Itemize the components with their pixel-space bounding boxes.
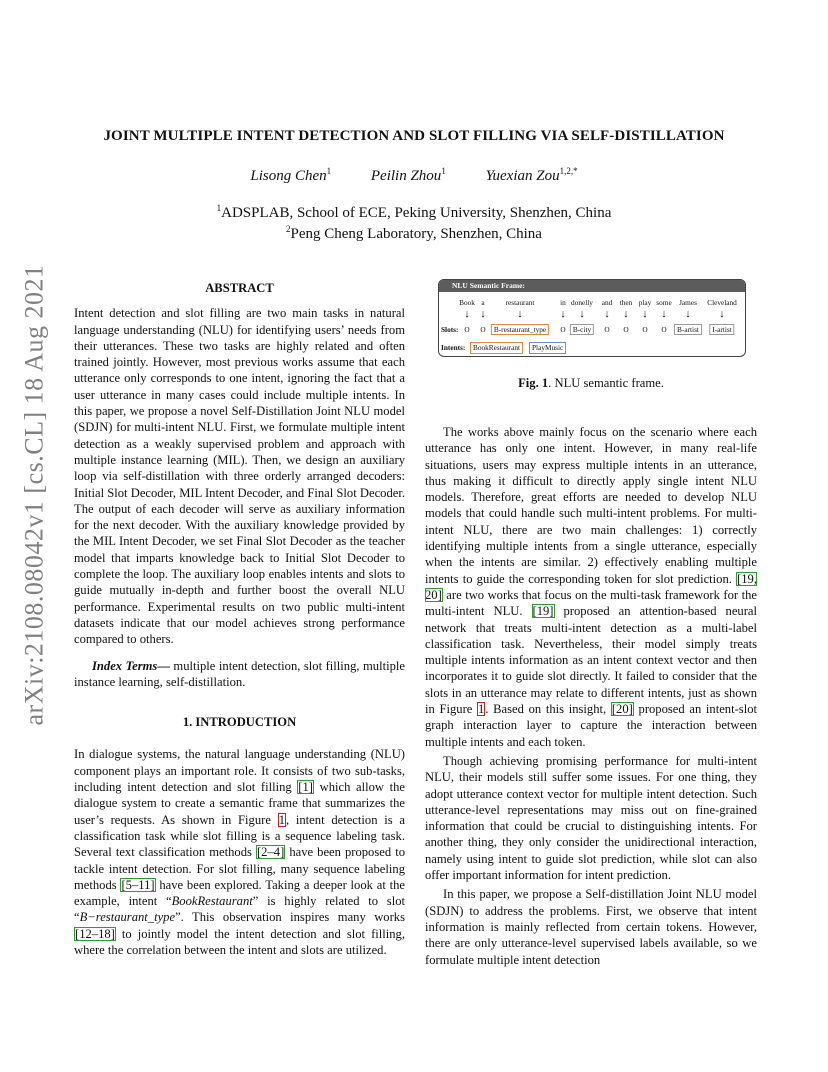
body-paragraph: In this paper, we propose a Self-distillation Joint NLU model (SDJN) to address the problems. First, we observe that intent information is mainly reflected from certain tokens. However, there are only utterance-level supervised labels available, so we formulate multiple intent detection <box>425 887 757 967</box>
intent-tag: BookRestaurant <box>470 342 523 354</box>
frame-word: restaurant <box>505 298 535 307</box>
arxiv-stamp <box>14 255 54 735</box>
slots-label: Slots: <box>441 325 459 334</box>
body-paragraph: Though achieving promising performance for multi-intent NLU, their models still suffer some issues. For one thing, they adopt utterance context vector for multiple intent detection. Such utterance-level representations may miss out on fine-grained information that could be crucial to distinguishing intents. For another thing, they only consider the unidirectional interaction, namely using intent to guide slot prediction, while slot can also offer important information for intent prediction. <box>425 753 757 883</box>
left-column <box>74 280 405 958</box>
slot-tag: I-artist <box>709 324 734 335</box>
citation-link[interactable]: [20] <box>611 702 633 717</box>
author-list <box>40 168 788 185</box>
slot-tag: B-artist <box>674 324 702 335</box>
citation-link[interactable]: [2–4] <box>256 845 285 860</box>
abstract-heading: ABSTRACT <box>205 281 274 295</box>
frame-word: play <box>638 298 652 307</box>
slot-tag: O <box>661 325 667 334</box>
slot-tag: O <box>623 325 629 334</box>
frame-word: James <box>679 298 697 307</box>
down-arrow-icon: ↓ <box>685 308 691 320</box>
down-arrow-icon: ↓ <box>604 308 610 320</box>
down-arrow-icon: ↓ <box>480 308 486 320</box>
frame-word: in <box>560 298 566 307</box>
author: Peilin Zhou$^1$ <box>370 166 446 184</box>
down-arrow-icon: ↓ <box>464 308 470 320</box>
slot-tag: O <box>480 325 486 334</box>
frame-word: Cleveland <box>707 298 737 307</box>
slot-tag: O <box>642 325 648 334</box>
abstract-text: Intent detection and slot filling are two main tasks in natural language understanding (NLU) for identifying users’ needs from their utterances. These two tasks are highly related and often trained jointly. However, most previous works assume that each utterance only corresponds to one intent, ignoring the fact that a user utterance in many cases could include multiple intents. In this paper, we propose a novel Self-Distillation Joint NLU model (SDJN) for multi-intent NLU. First, we formulate multiple intent detection as a weakly supervised problem and approach with multiple instance learning (MIL). Then, we design an auxiliary loop via self-distillation with three orderly arranged decoders: Initial Slot Decoder, MIL Intent Decoder, and Final Slot Decoder. The output of each decoder will serve as auxiliary information for the next decoder. With the auxiliary knowledge provided by the MIL Intent Decoder, we set Final Slot Decoder as the teacher model that imparts knowledge back to Initial Slot Decoder to complete the loop. The auxiliary loop enables intents and slots to guide mutually in-depth and further boost the overall NLU performance. Experimental results on two public multi-intent datasets indicate that our model achieves strong performance compared to others. <box>74 306 405 647</box>
figure-link[interactable]: 1 <box>478 702 485 717</box>
nlu-semantic-frame-figure <box>438 279 746 357</box>
slot-tag: B-restaurant_type <box>491 324 549 335</box>
intents-label: Intents: <box>441 343 466 352</box>
down-arrow-icon: ↓ <box>661 308 667 320</box>
arxiv-id: arXiv:2108.08042v1 [cs.CL] 18 Aug 2021 <box>19 264 48 726</box>
citation-link[interactable]: [12–18] <box>75 926 115 941</box>
figure-caption: Fig. 1. NLU semantic frame. <box>518 376 664 390</box>
affiliation: $^2$Peng Cheng Laboratory, Shenzhen, China <box>286 224 542 242</box>
author: Yuexian Zou$^{1,2,*}$ <box>485 166 578 184</box>
slot-tag: O <box>604 325 610 334</box>
down-arrow-icon: ↓ <box>719 308 725 320</box>
frame-word: Book <box>459 298 475 307</box>
frame-word: a <box>481 298 485 307</box>
down-arrow-icon: ↓ <box>579 308 585 320</box>
citation-link[interactable]: [19, 20] <box>425 571 757 602</box>
right-column <box>425 424 757 968</box>
frame-word: some <box>656 298 672 307</box>
body-paragraph: The works above mainly focus on the scenario where each utterance has only one intent. However, in many real-life situations, users may express multiple intents in an utterance, thus making it difficult to directly apply single intent NLU models. Therefore, great efforts are needed to develop NLU models that could handle such multi-intent problems. For multi-intent NLU, there are two main challenges: 1) correctly identifying multiple intents from a single utterance, especially when the intents are similar. 2) effectively enabling multiple intents to guide the corresponding token for slot prediction. [19, 20] are two works that focus on the multi-task framework for the multi-intent NLU. [19] proposed an attention-based neural network that treats multi-intent detection as a multi-label classification task. Nevertheless, their model simply treats multiple intents information as an intent context vector and then incorporates it to guide slot directly. It failed to consider that the slots in an utterance may relate to different intents, just as shown in Figure 1. Based on this insight, [20] proposed an intent-slot graph interaction layer to capture the interaction between multiple intents and each token. <box>425 425 757 749</box>
intro-paragraph: In dialogue systems, the natural language understanding (NLU) component plays an important role. It consists of two sub-tasks, including intent detection and slot filling [1] which allow the dialogue system to create a semantic frame that summarizes the user’s requests. As shown in Figure 1, intent detection is a classification task while slot filling is a sequence labeling task. Several text classification methods [2–4] have been proposed to tackle intent detection. For slot filling, many sequence labeling methods [5–11] have been explored. Taking a deeper look at the example, intent “BookRestaurant” is highly related to slot “B−restaurant_type”. This observation inspires many works [12–18] to jointly model the intent detection and slot filling, where the correlation between the intent and slots are utilized. <box>74 747 406 957</box>
down-arrow-icon: ↓ <box>642 308 648 320</box>
introduction-heading: 1. INTRODUCTION <box>182 715 297 730</box>
frame-word: then <box>619 298 633 307</box>
figure-header: NLU Semantic Frame: <box>439 280 745 292</box>
citation-link[interactable]: [19] <box>532 604 554 619</box>
slot-tag: O <box>464 325 470 334</box>
index-terms: Index Terms— multiple intent detection, slot filling, multiple instance learning, self-distillation. <box>74 658 405 689</box>
citation-link[interactable]: [5–11] <box>121 877 155 892</box>
down-arrow-icon: ↓ <box>560 308 566 320</box>
slot-tag: O <box>560 325 566 334</box>
down-arrow-icon: ↓ <box>623 308 629 320</box>
frame-word: donelly <box>571 298 593 307</box>
paper-title: JOINT MULTIPLE INTENT DETECTION AND SLOT FILLING VIA SELF-DISTILLATION <box>103 128 725 144</box>
down-arrow-icon: ↓ <box>517 308 523 320</box>
figure-link[interactable]: 1 <box>278 812 285 827</box>
frame-word: and <box>601 298 613 307</box>
author: Lisong Chen$^1$ <box>250 166 332 184</box>
intent-tag: PlayMusic <box>529 342 566 354</box>
slot-tag: B-city <box>570 324 594 335</box>
affiliation: $^1$ADSPLAB, School of ECE, Peking University, Shenzhen, China <box>216 203 612 221</box>
citation-link[interactable]: [1] <box>298 780 313 795</box>
